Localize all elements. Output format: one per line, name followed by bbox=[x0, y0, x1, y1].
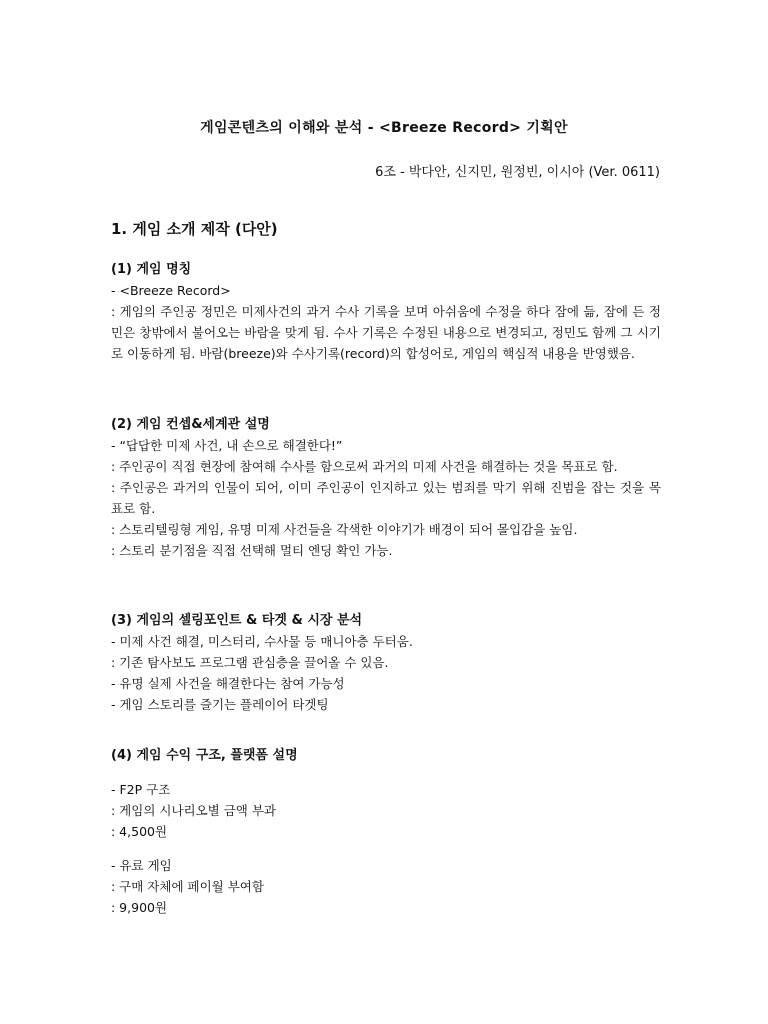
selling-point-line-4: - 게임 스토리를 즐기는 플레이어 타겟팅 bbox=[111, 697, 329, 712]
game-concept-multi-ending: : 스토리 분기점을 직접 선택해 멀티 엔딩 확인 가능. bbox=[111, 543, 393, 558]
selling-point-line-3: - 유명 실제 사건을 해결한다는 참여 가능성 bbox=[111, 676, 345, 691]
selling-point-line-1: - 미제 사건 해결, 미스터리, 수사물 등 매니아층 두터움. bbox=[111, 634, 413, 649]
game-concept-storytelling: : 스토리텔링형 게임, 유명 미제 사건들을 각색한 이야기가 배경이 되어 몰입감을 높임. bbox=[111, 522, 578, 537]
f2p-description: : 게임의 시나리오별 금액 부과 bbox=[111, 803, 277, 818]
game-name-line: - <Breeze Record> bbox=[111, 283, 231, 298]
game-concept-heading: (2) 게임 컨셉&세계관 설명 bbox=[111, 417, 270, 432]
selling-point-block bbox=[111, 610, 661, 715]
revenue-heading: (4) 게임 수익 구조, 플랫폼 설명 bbox=[111, 748, 298, 763]
paid-title: - 유료 게임 bbox=[111, 858, 172, 873]
game-name-description: : 게임의 주인공 정민은 미제사건의 과거 수사 기록을 보며 아쉬움에 수정을 하다 잠에 듦, 잠에 든 정민은 창밖에서 불어오는 바람을 맞게 됨. 수사 기록은 수정된 내용으로 변경되고, 정민도 함께 그 시기로 이동하게 됨. 바람(breeze)와 수사기록(record)의 합성어로, 게임의 핵심적 내용을 반영했음. bbox=[111, 304, 661, 361]
paid-description: : 구매 자체에 페이월 부여함 bbox=[111, 879, 264, 894]
selling-point-line-2: : 기존 탐사보도 프로그램 관심층을 끌어올 수 있음. bbox=[111, 655, 389, 670]
f2p-title: - F2P 구조 bbox=[111, 782, 171, 797]
game-name-heading: (1) 게임 명칭 bbox=[111, 262, 192, 277]
selling-point-heading: (3) 게임의 셀링포인트 & 타겟 & 시장 분석 bbox=[111, 613, 363, 628]
game-name-block bbox=[111, 259, 661, 364]
document-subtitle: 6조 - 박다안, 신지민, 원정빈, 이시아 (Ver. 0611) bbox=[375, 165, 660, 180]
document-title: 게임콘텐츠의 이해와 분석 - <Breeze Record> 기획안 bbox=[200, 120, 568, 136]
paid-price: : 9,900원 bbox=[111, 900, 168, 915]
section-heading: 1. 게임 소개 제작 (다안) bbox=[111, 220, 278, 238]
f2p-price: : 4,500원 bbox=[111, 824, 168, 839]
game-concept-block bbox=[111, 414, 661, 561]
game-concept-goal-2: : 주인공은 과거의 인물이 되어, 이미 주인공이 인지하고 있는 범죄를 막기 위해 진범을 잡는 것을 목표로 함. bbox=[111, 480, 661, 516]
revenue-block bbox=[111, 745, 661, 918]
game-concept-slogan: - “답답한 미제 사건, 내 손으로 해결한다!” bbox=[111, 438, 343, 453]
game-concept-goal-1: : 주인공이 직접 현장에 참여해 수사를 함으로써 과거의 미제 사건을 해결하는 것을 목표로 함. bbox=[111, 459, 618, 474]
